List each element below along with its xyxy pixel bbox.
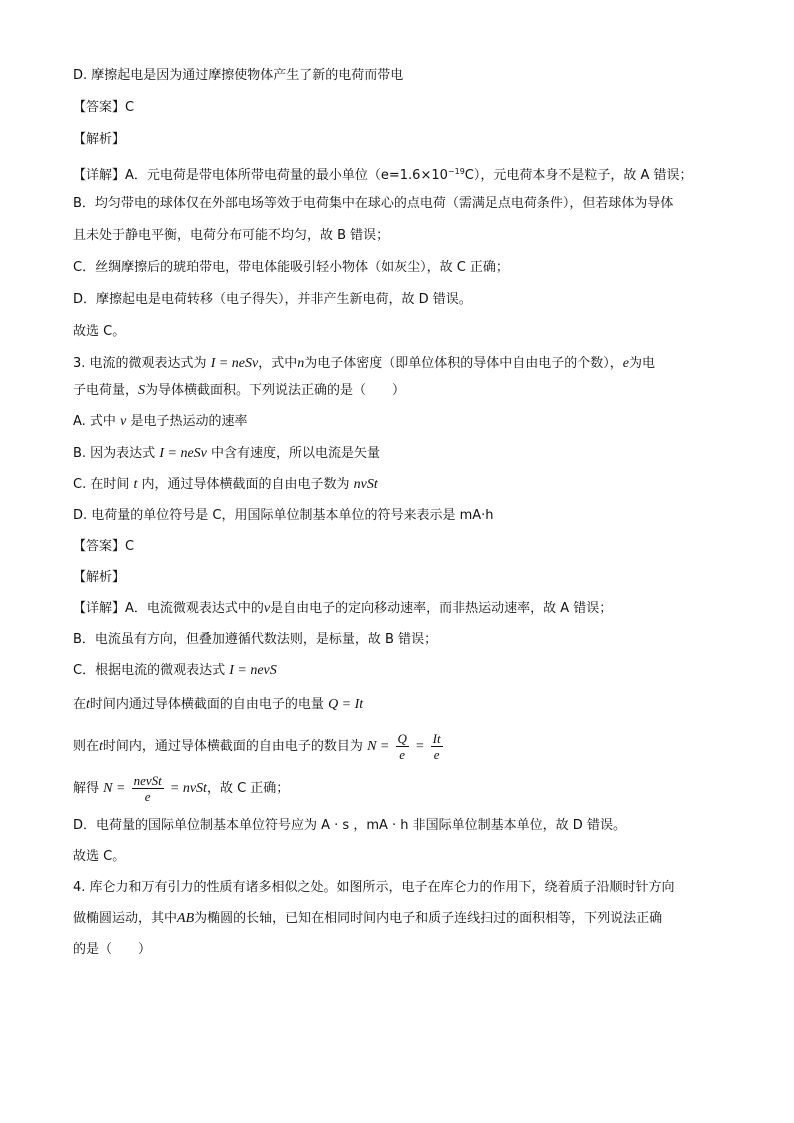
q3-step-2-text: 则在 <box>73 739 100 754</box>
q3-step-1-text: 时间内通过导体横截面的自由电子的电量 <box>89 697 324 712</box>
fraction-numerator: Q <box>397 731 407 746</box>
q3-step-3-text: 解得 <box>73 781 100 796</box>
fraction-denominator: e <box>399 747 406 762</box>
q3-step-2-fraction-2 <box>431 731 443 762</box>
fraction-numerator: It <box>432 731 441 746</box>
q3-step-2 <box>73 728 445 766</box>
q3-stem-line-1 <box>73 356 655 372</box>
q3-conclusion: 故选 C。 <box>73 849 126 864</box>
q2-detail-b-2: 且未处于静电平衡，电荷分布可能不均匀，故 B 错误； <box>73 228 390 243</box>
q3-analysis-label: 【解析】 <box>73 570 126 585</box>
q4-stem-text: 为椭圆的长轴，已知在相同时间内电子和质子连线扫过的面积相等，下列说法正确 <box>194 911 663 926</box>
q3-option-c-symbol: t <box>133 477 138 492</box>
q3-stem-text: 为电 <box>628 356 655 371</box>
q3-option-a-text: A. 式中 <box>73 414 116 429</box>
q3-step-2-symbol: t <box>99 739 103 754</box>
q4-stem-symbol-ab: AB <box>177 911 195 926</box>
q2-answer: 【答案】C <box>73 100 135 115</box>
q3-detail-c <box>73 663 277 679</box>
q3-step-2-lhs: N = <box>367 739 390 754</box>
q3-detail-c-formula: I = nevS <box>229 663 277 678</box>
q3-stem-text: ，式中 <box>258 356 298 371</box>
q3-step-3-fraction <box>132 773 164 804</box>
q3-step-3-rhs: = nvSt <box>169 781 207 796</box>
fraction-numerator: nevSt <box>133 773 162 788</box>
fraction-denominator: e <box>144 789 151 804</box>
q3-option-b-text: 中含有速度，所以电流是矢量 <box>211 446 381 461</box>
q3-option-c <box>73 477 378 493</box>
q3-detail-a-text: 是自由电子的定向移动速率，而非热运动速率，故 A 错误； <box>270 601 613 616</box>
q2-analysis-label: 【解析】 <box>73 132 126 147</box>
q3-option-a <box>73 414 247 430</box>
q2-detail-a-post: C），元电荷本身不是粒子，故 A 错误； <box>464 168 693 183</box>
q2-detail-a-pre: 【详解】A．元电荷是带电体所带电荷量的最小单位（e=1.6×10 <box>73 168 448 183</box>
q3-detail-d: D．电荷量的国际单位制基本单位符号应为 A · s ，mA · h 非国际单位制基本单位，故 D 错误。 <box>73 818 626 833</box>
q3-stem-formula: I = neSv <box>210 356 259 371</box>
q3-option-d: D. 电荷量的单位符号是 C，用国际单位制基本单位的符号来表示是 mA·h <box>73 508 494 523</box>
q4-stem-line-2 <box>73 911 662 927</box>
q2-detail-a <box>73 164 693 184</box>
q3-step-1-symbol: t <box>86 697 90 712</box>
q2-detail-c: C．丝绸摩擦后的琥珀带电，带电体能吸引轻小物体（如灰尘），故 C 正确； <box>73 260 509 275</box>
q3-option-b-text: B. 因为表达式 <box>73 446 156 461</box>
fraction-denominator: e <box>433 747 440 762</box>
q3-step-3 <box>73 770 289 808</box>
q3-step-3-lhs: N = <box>103 781 126 796</box>
q3-answer: 【答案】C <box>73 539 135 554</box>
q4-stem-text: 做椭圆运动，其中 <box>73 911 178 926</box>
q3-detail-b: B．电流虽有方向，但叠加遵循代数法则，是标量，故 B 错误； <box>73 632 438 647</box>
q3-option-c-formula: nvSt <box>353 477 378 492</box>
q2-conclusion: 故选 C。 <box>73 324 126 339</box>
q3-step-2-text: 时间内，通过导体横截面的自由电子的数目为 <box>102 739 363 754</box>
q4-stem-line-3: 的是（ ） <box>73 942 152 957</box>
q3-stem-symbol-n: n <box>297 356 305 371</box>
q3-stem-line-2 <box>73 383 405 399</box>
q3-detail-a-text: 【详解】A．电流微观表达式中的 <box>73 601 264 616</box>
q2-option-d: D. 摩擦起电是因为通过摩擦使物体产生了新的电荷而带电 <box>73 68 404 83</box>
q2-detail-b-1: B．均匀带电的球体仅在外部电场等效于电荷集中在球心的点电荷（需满足点电荷条件），但若球体为导体 <box>73 196 674 211</box>
q3-stem-text: 子电荷量， <box>73 383 139 398</box>
q3-stem-text: 为电子体密度（即单位体积的导体中自由电子的个数）， <box>304 356 623 371</box>
q3-stem-text: 为导体横截面积。下列说法正确的是（ ） <box>145 383 406 398</box>
q3-step-1-text: 在 <box>73 697 87 712</box>
q3-step-2-fraction-1 <box>396 731 409 762</box>
q3-step-3-text: ，故 C 正确； <box>206 781 290 796</box>
q3-stem-symbol-s: S <box>138 383 146 398</box>
q3-option-a-text: 是电子热运动的速率 <box>130 414 248 429</box>
q3-option-b-formula: I = neSv <box>159 446 207 461</box>
q3-option-c-text: 内，通过导体横截面的自由电子数为 <box>141 477 350 492</box>
q3-step-1-formula: Q = It <box>328 697 364 712</box>
q3-detail-c-text: C．根据电流的微观表达式 <box>73 663 226 678</box>
q3-step-1 <box>73 697 363 713</box>
q2-detail-a-exponent: −19 <box>447 167 465 176</box>
q3-detail-a <box>73 601 612 617</box>
q3-stem-text: 3. 电流的微观表达式为 <box>73 356 207 371</box>
q3-option-b <box>73 446 380 462</box>
q3-option-c-text: C. 在时间 <box>73 477 130 492</box>
q4-stem-line-1: 4. 库仑力和万有引力的性质有诸多相似之处。如图所示，电子在库仑力的作用下，绕着质子沿顺时针方向 <box>73 880 675 895</box>
q2-detail-d: D．摩擦起电是电荷转移（电子得失），并非产生新电荷，故 D 错误。 <box>73 292 472 307</box>
q3-option-a-symbol: v <box>120 414 127 429</box>
q3-step-2-equals: = <box>415 739 425 754</box>
q3-detail-a-symbol: v <box>263 601 271 616</box>
q3-stem-symbol-e: e <box>622 356 629 371</box>
